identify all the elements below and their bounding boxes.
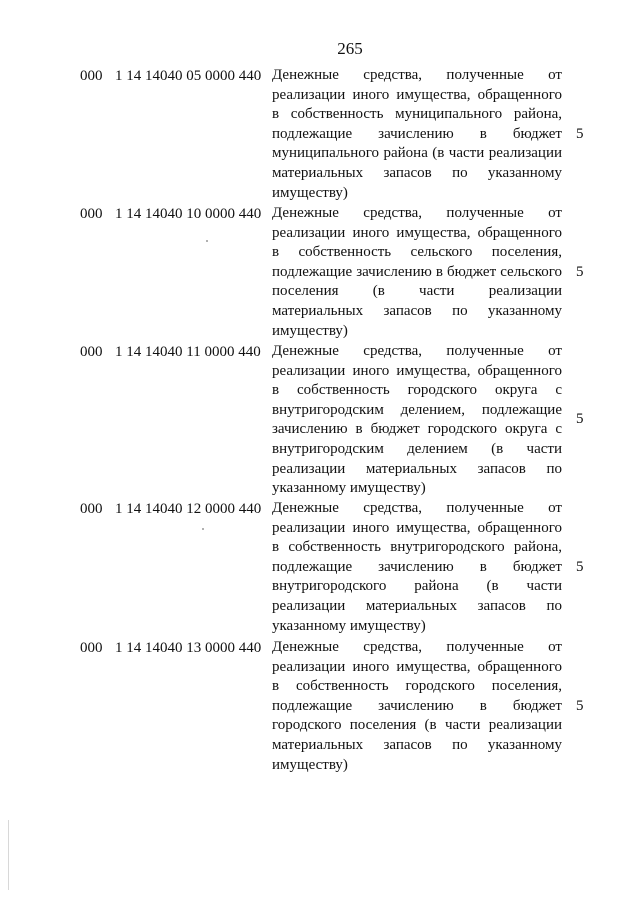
- table-row: [0, 638, 640, 774]
- kbk-code: 1 14 14040 05 0000 440: [115, 68, 262, 84]
- table-row: [0, 66, 640, 202]
- norm-percent: 5: [576, 126, 584, 142]
- kbk-code: 1 14 14040 11 0000 440: [115, 344, 261, 360]
- norm-percent: 5: [576, 559, 584, 575]
- kbk-code: 1 14 14040 12 0000 440: [115, 501, 262, 517]
- kbk-code: 1 14 14040 10 0000 440: [115, 206, 262, 222]
- income-description: Денежные средства, полученные от реализации иного имущества, обращенного в собственность муниципального района, подлежащие зачислению в бюджет муниципального района (в части реализации материальных запасов по указанному имуществу): [272, 67, 562, 201]
- income-description: Денежные средства, полученные от реализации иного имущества, обращенного в собственность сельского поселения, подлежащие зачислению в бюджет сельского поселения (в части реализации материальных запасов по указанному имуществу): [272, 205, 562, 339]
- page-number: 265: [337, 39, 363, 58]
- income-description: Денежные средства, полученные от реализации иного имущества, обращенного в собственность городского округа с внутригородским делением, подлежащие зачислению в бюджет городского округа с внутригородским делением (в части реализации материальных запасов по указанному имуществу): [272, 343, 562, 497]
- admin-code: 000: [80, 206, 103, 222]
- table-row: [0, 342, 640, 498]
- norm-percent: 5: [576, 411, 584, 427]
- scan-margin-line: [8, 820, 9, 890]
- admin-code: 000: [80, 640, 103, 656]
- income-description: Денежные средства, полученные от реализации иного имущества, обращенного в собственность внутригородского района, подлежащие зачислению в бюджет внутригородского района (в части реализации материальных запасов по указанному имуществу): [272, 500, 562, 634]
- scan-speck: [202, 528, 204, 530]
- table-row: [0, 204, 640, 340]
- admin-code: 000: [80, 501, 103, 517]
- admin-code: 000: [80, 344, 103, 360]
- admin-code: 000: [80, 68, 103, 84]
- kbk-code: 1 14 14040 13 0000 440: [115, 640, 262, 656]
- table-row: [0, 499, 640, 635]
- norm-percent: 5: [576, 264, 584, 280]
- income-description: Денежные средства, полученные от реализации иного имущества, обращенного в собственность городского поселения, подлежащие зачислению в бюджет городского поселения (в части реализации материальных запасов по указанному имуществу): [272, 639, 562, 773]
- norm-percent: 5: [576, 698, 584, 714]
- scan-speck: [206, 240, 208, 242]
